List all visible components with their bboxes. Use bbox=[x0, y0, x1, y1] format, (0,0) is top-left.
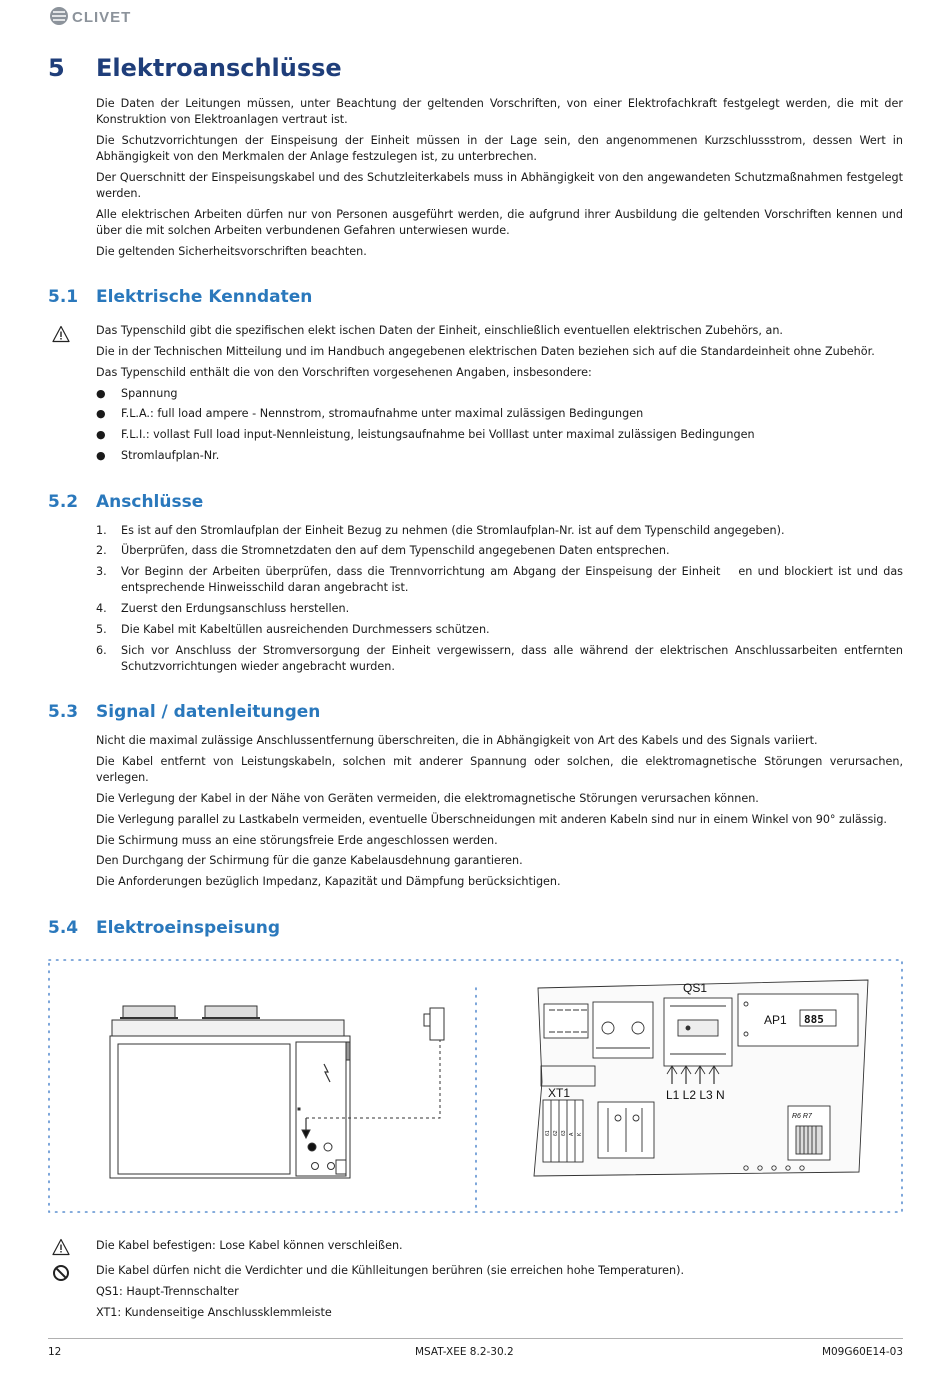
footer-divider bbox=[48, 1338, 903, 1339]
terminal-label: 61 bbox=[545, 1130, 551, 1136]
paragraph: Die Kabel entfernt von Leistungskabeln, solchen mit anderer Spannung oder solchen, die elektromagnetische Störungen verursachen, verlegen. bbox=[96, 755, 903, 784]
section-5-heading: 5 Elektroanschlüsse bbox=[48, 54, 342, 82]
bullet-dot: ● bbox=[96, 387, 106, 400]
note: QS1: Haupt-Trennschalter bbox=[96, 1285, 239, 1298]
paragraph: Die Daten der Leitungen müssen, unter Beachtung der geltenden Vorschriften, von einer Elektrofachkraft festgelegt werden, die mit der Konstruktion von Elektroanlagen vertraut ist. bbox=[96, 97, 903, 126]
note: Die Kabel befestigen: Lose Kabel können verschleißen. bbox=[96, 1239, 403, 1252]
label-r6-r7: R6 R7 bbox=[792, 1113, 812, 1120]
model-name: MSAT-XEE 8.2-30.2 bbox=[415, 1346, 514, 1358]
list-item: Sich vor Anschluss der Stromversorgung der Einheit vergewissern, dass alle während der elektrischen Anschlussarbeiten entfernten Schutzvorrichtungen wieder angebracht wurden. bbox=[121, 644, 903, 673]
page-number: 12 bbox=[48, 1346, 62, 1358]
terminal-label: 62 bbox=[553, 1130, 559, 1136]
terminal-label: K bbox=[577, 1132, 583, 1136]
warning-icon bbox=[52, 1238, 70, 1256]
list-item: Zuerst den Erdungsanschluss herstellen. bbox=[121, 602, 350, 615]
terminal-label: 63 bbox=[561, 1130, 567, 1136]
list-item: Vor Beginn der Arbeiten überprüfen, dass die Trennvorrichtung am Abgang der Einspeisung der Einheit en und blockiert ist und das entsprechende Hinweisschild daran angebracht ist. bbox=[121, 565, 903, 594]
paragraph: Das Typenschild gibt die spezifischen elekt ischen Daten der Einheit, einschließlich eventuellen elektrischen Zubehörs, an. bbox=[96, 324, 783, 337]
list-item: Es ist auf den Stromlaufplan der Einheit Bezug zu nehmen (die Stromlaufplan-Nr. ist auf dem Typenschild angegeben). bbox=[121, 524, 785, 537]
list-number: 6. bbox=[96, 644, 107, 657]
list-number: 2. bbox=[96, 544, 107, 557]
list-number: 5. bbox=[96, 623, 107, 636]
warning-icon bbox=[52, 325, 70, 343]
label-ap1: AP1 bbox=[764, 1013, 787, 1027]
list-item: Stromlaufplan-Nr. bbox=[121, 449, 220, 462]
section-5-3-heading: 5.3 Signal / datenleitungen bbox=[48, 702, 321, 722]
paragraph: Nicht die maximal zulässige Anschlussentfernung überschreiten, die in Abhängigkeit von Art des Kabels und des Signals variiert. bbox=[96, 734, 818, 747]
ap1-display: 885 bbox=[804, 1013, 824, 1026]
paragraph: Alle elektrischen Arbeiten dürfen nur von Personen ausgeführt werden, die aufgrund ihrer Ausbildung die geltenden Vorschriften kennen und über die mit solchen Arbeiten verbundenen Gefahren unterwiesen wurde. bbox=[96, 208, 903, 237]
bullet-dot: ● bbox=[96, 449, 106, 462]
list-number: 1. bbox=[96, 524, 107, 537]
logo-text: CLIVET bbox=[72, 9, 132, 26]
paragraph: Die Anforderungen bezüglich Impedanz, Kapazität und Dämpfung berücksichtigen. bbox=[96, 875, 561, 888]
section-5-4-heading: 5.4 Elektroeinspeisung bbox=[48, 918, 281, 938]
bullet-dot: ● bbox=[96, 407, 106, 420]
label-qs1: QS1 bbox=[683, 981, 708, 995]
paragraph: Die Verlegung parallel zu Lastkabeln vermeiden, eventuelle Überschneidungen mit anderen Kabeln sind nur in einem Winkel von 90° zulässig. bbox=[96, 813, 887, 826]
unit-drawing bbox=[110, 1006, 444, 1178]
section-5-1-heading: 5.1 Elektrische Kenndaten bbox=[48, 287, 313, 307]
paragraph: Die in der Technischen Mitteilung und im Handbuch angegebenen elektrischen Daten beziehen sich auf die Standardeinheit ohne Zubehör. bbox=[96, 345, 875, 358]
clivet-logo bbox=[48, 5, 158, 27]
list-item: Die Kabel mit Kabeltüllen ausreichenden Durchmessers schützen. bbox=[121, 623, 490, 636]
prohibition-icon bbox=[52, 1264, 70, 1282]
list-item: F.L.A.: full load ampere - Nennstrom, stromaufnahme unter maximal zulässigen Bedingungen bbox=[121, 407, 644, 420]
paragraph: Die Schirmung muss an eine störungsfreie Erde angeschlossen werden. bbox=[96, 834, 498, 847]
label-lines: L1 L2 L3 N bbox=[666, 1088, 725, 1102]
section-5-2-heading: 5.2 Anschlüsse bbox=[48, 492, 204, 512]
note: XT1: Kundenseitige Anschlussklemmleiste bbox=[96, 1306, 332, 1319]
list-number: 3. bbox=[96, 565, 107, 578]
list-item: F.L.I.: vollast Full load input-Nennleistung, leistungsaufnahme bei Volllast unter maximal zulässigen Bedingungen bbox=[121, 428, 755, 441]
paragraph: Die geltenden Sicherheitsvorschriften beachten. bbox=[96, 245, 367, 258]
paragraph: Der Querschnitt der Einspeisungskabel und des Schutzleiterkabels muss in Abhängigkeit von den angewandeten Schutzmaßnahmen festgelegt werden. bbox=[96, 171, 903, 200]
paragraph: Die Schutzvorrichtungen der Einspeisung der Einheit müssen in der Lage sein, den angenommenen Kurzschlussstrom, dessen Wert in Abhängigkeit von den Merkmalen der Anlage festzulegen ist, zu unterbrechen. bbox=[96, 134, 903, 163]
paragraph: Das Typenschild enthält die von den Vorschriften vorgesehenen Angaben, insbesondere: bbox=[96, 366, 592, 379]
bullet-dot: ● bbox=[96, 428, 106, 441]
electrical-supply-diagram bbox=[48, 958, 903, 1214]
document-code: M09G60E14-03 bbox=[821, 1346, 903, 1358]
paragraph: Die Verlegung der Kabel in der Nähe von Geräten vermeiden, die elektromagnetische Störungen verursachen können. bbox=[96, 792, 759, 805]
label-xt1: XT1 bbox=[548, 1086, 571, 1100]
list-item: Überprüfen, dass die Stromnetzdaten den auf dem Typenschild angegebenen Daten entsprechen. bbox=[121, 544, 670, 557]
terminal-label: A bbox=[569, 1132, 575, 1136]
paragraph: Den Durchgang der Schirmung für die ganze Kabelausdehnung garantieren. bbox=[96, 854, 523, 867]
note: Die Kabel dürfen nicht die Verdichter und die Kühlleitungen berühren (sie erreichen hohe Temperaturen). bbox=[96, 1264, 685, 1277]
list-item: Spannung bbox=[121, 387, 178, 400]
panel-drawing bbox=[534, 980, 868, 1176]
list-number: 4. bbox=[96, 602, 107, 615]
